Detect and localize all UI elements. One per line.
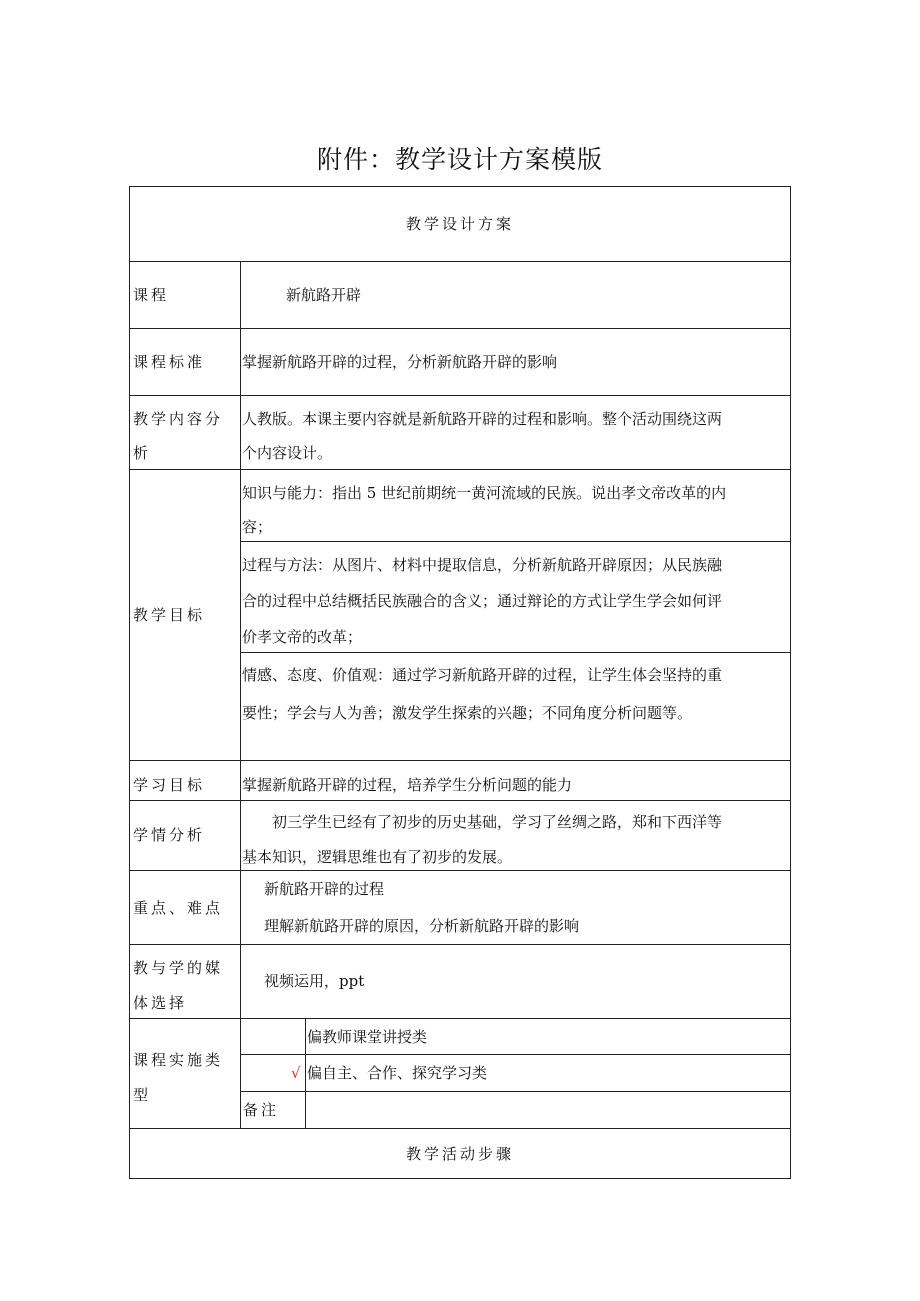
difficulty-point: 理解新航路开辟的原因，分析新航路开辟的影响: [264, 917, 580, 935]
table-border-right: [790, 186, 791, 1179]
goal-process: 合的过程中总结概括民族融合的含义；通过辩论的方式让学生学会如何评: [242, 592, 723, 610]
page-title: 附件：教学设计方案模版: [316, 145, 603, 174]
media-label: 体选择: [133, 994, 188, 1012]
table-border-top: [129, 186, 791, 187]
goals-sub-divider: [240, 541, 791, 542]
table-header: 教学设计方案: [405, 215, 514, 233]
implementation-label: 课程实施类: [133, 1051, 224, 1069]
content-analysis-value: 个内容设计。: [242, 444, 333, 462]
content-analysis-value: 人教版。本课主要内容就是新航路开辟的过程和影响。整个活动围绕这两: [242, 410, 723, 428]
course-label: 课程: [133, 286, 170, 304]
content-analysis-label: 教学内容分: [133, 410, 224, 428]
goal-knowledge: 知识与能力：指出 5 世纪前期统一黄河流域的民族。说出孝文帝改革的内: [242, 484, 727, 502]
table-border-left: [129, 186, 130, 1179]
goals-label: 教学目标: [133, 606, 206, 624]
content-analysis-label: 析: [133, 444, 152, 462]
key-point: 新航路开辟的过程: [264, 880, 385, 898]
row-divider: [129, 395, 791, 396]
goal-knowledge: 容；: [242, 518, 273, 536]
table-border-bottom: [129, 1178, 791, 1179]
student-analysis-label: 学情分析: [133, 826, 206, 844]
row-divider: [129, 760, 791, 761]
option-self-directed: 偏自主、合作、探究学习类: [307, 1064, 488, 1082]
row-divider: [129, 944, 791, 945]
option-teacher-lecture: 偏教师课堂讲授类: [307, 1028, 428, 1046]
learning-goal-value: 掌握新航路开辟的过程，培养学生分析问题的能力: [242, 776, 573, 794]
implementation-label: 型: [133, 1086, 152, 1104]
impl-sub-divider: [240, 1054, 791, 1055]
check-icon: √: [291, 1064, 301, 1082]
student-analysis-value: 基本知识，逻辑思维也有了初步的发展。: [242, 848, 513, 866]
goal-emotion: 要性；学会与人为善；激发学生探索的兴趣；不同角度分析问题等。: [242, 704, 693, 722]
impl-sub-divider: [240, 1091, 791, 1092]
student-analysis-value: 初三学生已经有了初步的历史基础，学习了丝绸之路，郑和下西洋等: [272, 813, 723, 831]
goal-process: 过程与方法：从图片、材料中提取信息，分析新航路开辟原因；从民族融: [242, 556, 723, 574]
media-value: 视频运用，ppt: [264, 972, 365, 990]
goal-emotion: 情感、态度、价值观：通过学习新航路开辟的过程，让学生体会坚持的重: [242, 666, 723, 684]
row-divider: [129, 1018, 791, 1019]
activity-steps-header: 教学活动步骤: [405, 1145, 514, 1163]
row-divider: [129, 261, 791, 262]
learning-goal-label: 学习目标: [133, 776, 206, 794]
standard-label: 课程标准: [133, 353, 206, 371]
goal-process: 价孝文帝的改革；: [242, 628, 363, 646]
media-label: 教与学的媒: [133, 959, 224, 977]
standard-value: 掌握新航路开辟的过程，分析新航路开辟的影响: [242, 353, 558, 371]
label-column-divider: [240, 261, 241, 1129]
row-divider: [129, 328, 791, 329]
row-divider: [129, 1128, 791, 1129]
remark-label: 备注: [243, 1101, 280, 1119]
course-value: 新航路开辟: [286, 286, 362, 304]
key-points-label: 重点、难点: [133, 899, 224, 917]
row-divider: [129, 469, 791, 470]
impl-column-divider: [305, 1018, 306, 1129]
